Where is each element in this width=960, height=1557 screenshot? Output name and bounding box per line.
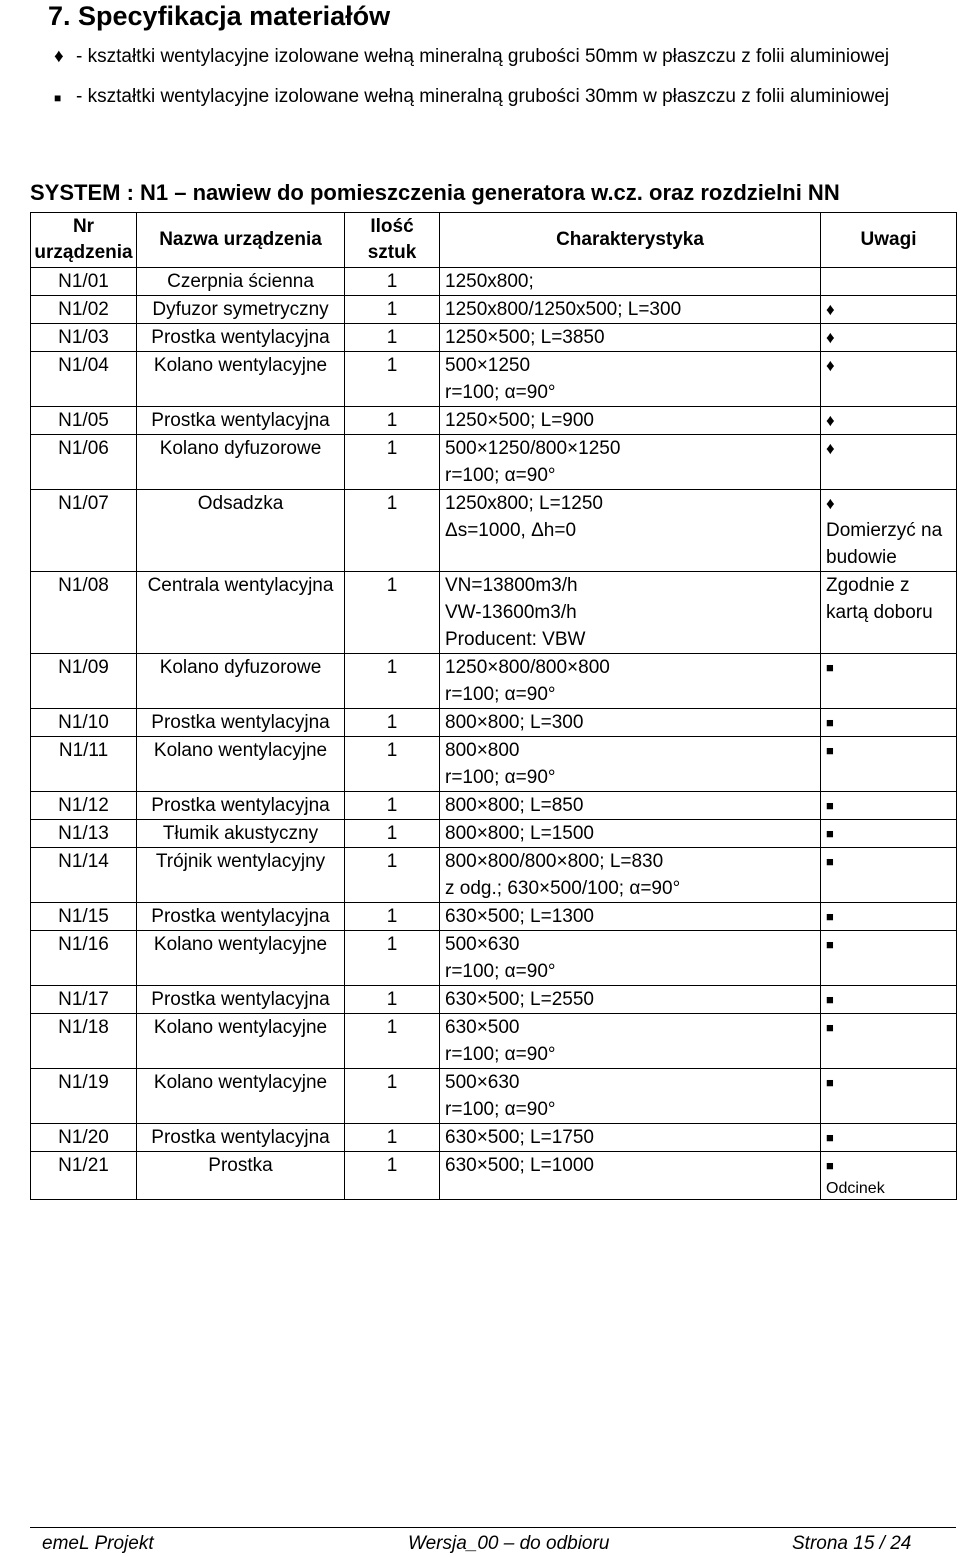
table-row (31, 986, 957, 1014)
table-row (31, 490, 957, 572)
table-row (31, 572, 957, 654)
cell-spec: 800×800/800×800; L=830 z odg.; 630×500/100; α=90° (440, 848, 821, 903)
cell-notes (821, 1014, 957, 1069)
cell-qty: 1 (345, 1124, 440, 1152)
table-row (31, 1069, 957, 1124)
cell-nr: N1/18 (31, 1014, 137, 1069)
diamond-icon: ♦ (826, 439, 835, 458)
cell-notes (821, 820, 957, 848)
square-icon: ■ (826, 854, 834, 869)
table-row (31, 1124, 957, 1152)
cell-nr: N1/15 (31, 903, 137, 931)
note-text: Domierzyć na budowie (826, 520, 943, 568)
table-row (31, 737, 957, 792)
cell-spec: 630×500 r=100; α=90° (440, 1014, 821, 1069)
square-icon: ■ (826, 715, 834, 730)
cell-nr: N1/20 (31, 1124, 137, 1152)
header-qty: Ilość sztuk (345, 213, 440, 268)
diamond-icon: ♦ (54, 46, 64, 67)
footer-right: Strona 15 / 24 (792, 1533, 912, 1554)
table-row (31, 435, 957, 490)
cell-spec: 630×500; L=1750 (440, 1124, 821, 1152)
cell-spec: 800×800 r=100; α=90° (440, 737, 821, 792)
cell-spec: 1250×500; L=3850 (440, 324, 821, 352)
square-icon: ■ (826, 798, 834, 813)
cell-qty: 1 (345, 1152, 440, 1200)
cell-notes (821, 1152, 957, 1200)
cell-qty: 1 (345, 931, 440, 986)
footer-left: emeL Projekt (42, 1533, 154, 1554)
cell-nr: N1/01 (31, 268, 137, 296)
cell-nr: N1/21 (31, 1152, 137, 1200)
cell-nr: N1/09 (31, 654, 137, 709)
cell-qty: 1 (345, 709, 440, 737)
cell-nr: N1/08 (31, 572, 137, 654)
section-heading: 7. Specyfikacja materiałów (48, 1, 391, 31)
cell-nr: N1/19 (31, 1069, 137, 1124)
cell-qty: 1 (345, 986, 440, 1014)
cell-name: Odsadzka (137, 490, 345, 572)
cell-qty: 1 (345, 1014, 440, 1069)
cell-nr: N1/05 (31, 407, 137, 435)
cell-nr: N1/03 (31, 324, 137, 352)
cell-qty: 1 (345, 352, 440, 407)
cell-name: Centrala wentylacyjna (137, 572, 345, 654)
cell-name: Kolano wentylacyjne (137, 737, 345, 792)
cell-spec: 500×1250/800×1250 r=100; α=90° (440, 435, 821, 490)
cell-name: Prostka wentylacyjna (137, 792, 345, 820)
diamond-icon: ♦ (826, 300, 835, 319)
square-icon: ■ (826, 826, 834, 841)
cell-name: Prostka wentylacyjna (137, 407, 345, 435)
cell-name: Prostka (137, 1152, 345, 1200)
cell-nr: N1/16 (31, 931, 137, 986)
cell-nr: N1/06 (31, 435, 137, 490)
cell-nr: N1/14 (31, 848, 137, 903)
cell-name: Prostka wentylacyjna (137, 903, 345, 931)
table-row (31, 931, 957, 986)
note-text: Zgodnie z kartą doboru (826, 575, 933, 623)
cell-notes (821, 986, 957, 1014)
cell-name: Dyfuzor symetryczny (137, 296, 345, 324)
cell-qty: 1 (345, 572, 440, 654)
square-icon: ■ (826, 660, 834, 675)
diamond-icon: ♦ (826, 494, 835, 513)
table-row (31, 792, 957, 820)
cell-qty: 1 (345, 903, 440, 931)
diamond-icon: ♦ (826, 356, 835, 375)
cell-notes (821, 792, 957, 820)
cell-spec: 1250x800; L=1250 Δs=1000, Δh=0 (440, 490, 821, 572)
cell-qty: 1 (345, 324, 440, 352)
cell-name: Kolano wentylacyjne (137, 1014, 345, 1069)
cell-nr: N1/10 (31, 709, 137, 737)
cell-qty: 1 (345, 1069, 440, 1124)
cell-nr: N1/17 (31, 986, 137, 1014)
cell-notes (821, 848, 957, 903)
cell-qty: 1 (345, 435, 440, 490)
system-title: SYSTEM : N1 – nawiew do pomieszczenia generatora w.cz. oraz rozdzielni NN (30, 180, 840, 205)
footer-rule (30, 1527, 956, 1528)
square-icon: ■ (54, 91, 62, 105)
table-row (31, 820, 957, 848)
cell-spec: VN=13800m3/h VW-13600m3/h Producent: VBW (440, 572, 821, 654)
cell-notes (821, 352, 957, 407)
cell-qty: 1 (345, 737, 440, 792)
table-row (31, 848, 957, 903)
cell-name: Kolano dyfuzorowe (137, 654, 345, 709)
legend-item-square (54, 86, 889, 109)
cell-qty: 1 (345, 490, 440, 572)
cell-notes (821, 324, 957, 352)
cell-nr: N1/11 (31, 737, 137, 792)
square-icon: ■ (826, 743, 834, 758)
table-row (31, 352, 957, 407)
note-text: Odcinek (826, 1180, 885, 1197)
cell-name: Prostka wentylacyjna (137, 324, 345, 352)
cell-spec: 800×800; L=300 (440, 709, 821, 737)
cell-name: Kolano wentylacyjne (137, 931, 345, 986)
cell-notes (821, 490, 957, 572)
cell-notes (821, 435, 957, 490)
table-row (31, 1014, 957, 1069)
cell-spec: 500×630 r=100; α=90° (440, 931, 821, 986)
cell-nr: N1/04 (31, 352, 137, 407)
square-icon: ■ (826, 1075, 834, 1090)
cell-nr: N1/12 (31, 792, 137, 820)
cell-qty: 1 (345, 654, 440, 709)
square-icon: ■ (826, 909, 834, 924)
cell-qty: 1 (345, 848, 440, 903)
cell-notes (821, 1069, 957, 1124)
cell-notes (821, 296, 957, 324)
header-spec: Charakterystyka (440, 213, 821, 268)
cell-spec: 500×1250 r=100; α=90° (440, 352, 821, 407)
cell-name: Kolano wentylacyjne (137, 1069, 345, 1124)
cell-nr: N1/02 (31, 296, 137, 324)
table-row (31, 709, 957, 737)
diamond-icon: ♦ (826, 411, 835, 430)
cell-name: Prostka wentylacyjna (137, 709, 345, 737)
cell-qty: 1 (345, 820, 440, 848)
cell-qty: 1 (345, 792, 440, 820)
square-icon: ■ (826, 992, 834, 1007)
cell-name: Czerpnia ścienna (137, 268, 345, 296)
table-row (31, 296, 957, 324)
cell-name: Prostka wentylacyjna (137, 986, 345, 1014)
square-icon: ■ (826, 1158, 834, 1173)
header-name: Nazwa urządzenia (137, 213, 345, 268)
cell-spec: 630×500; L=2550 (440, 986, 821, 1014)
cell-spec: 1250x800/1250x500; L=300 (440, 296, 821, 324)
cell-notes (821, 1124, 957, 1152)
table-row (31, 407, 957, 435)
cell-qty: 1 (345, 296, 440, 324)
footer-center: Wersja_00 – do odbioru (408, 1533, 610, 1554)
table-row (31, 1152, 957, 1200)
cell-spec: 1250×800/800×800 r=100; α=90° (440, 654, 821, 709)
cell-nr: N1/13 (31, 820, 137, 848)
cell-spec: 500×630 r=100; α=90° (440, 1069, 821, 1124)
cell-spec: 630×500; L=1300 (440, 903, 821, 931)
square-icon: ■ (826, 1130, 834, 1145)
cell-name: Kolano dyfuzorowe (137, 435, 345, 490)
cell-notes (821, 407, 957, 435)
cell-name: Tłumik akustyczny (137, 820, 345, 848)
table-row (31, 654, 957, 709)
legend-text: - kształtki wentylacyjne izolowane wełną mineralną grubości 50mm w płaszczu z folii aluminiowej (76, 46, 890, 67)
table-header-row (31, 213, 957, 268)
cell-name: Kolano wentylacyjne (137, 352, 345, 407)
legend-text: - kształtki wentylacyjne izolowane wełną mineralną grubości 30mm w płaszczu z folii aluminiowej (76, 86, 890, 107)
table-row (31, 903, 957, 931)
cell-name: Prostka wentylacyjna (137, 1124, 345, 1152)
square-icon: ■ (826, 937, 834, 952)
cell-qty: 1 (345, 268, 440, 296)
cell-spec: 1250x800; (440, 268, 821, 296)
square-icon: ■ (826, 1020, 834, 1035)
cell-notes (821, 654, 957, 709)
cell-notes (821, 737, 957, 792)
table-row (31, 268, 957, 296)
materials-table (30, 212, 957, 1200)
cell-notes (821, 709, 957, 737)
cell-notes (821, 268, 957, 296)
cell-notes (821, 903, 957, 931)
diamond-icon: ♦ (826, 328, 835, 347)
cell-nr: N1/07 (31, 490, 137, 572)
cell-name: Trójnik wentylacyjny (137, 848, 345, 903)
cell-spec: 630×500; L=1000 (440, 1152, 821, 1200)
legend-item-diamond (54, 46, 889, 68)
cell-spec: 1250×500; L=900 (440, 407, 821, 435)
header-notes: Uwagi (821, 213, 957, 268)
table-row (31, 324, 957, 352)
cell-notes (821, 931, 957, 986)
header-nr: Nr urządzenia (31, 213, 137, 268)
cell-qty: 1 (345, 407, 440, 435)
cell-spec: 800×800; L=850 (440, 792, 821, 820)
cell-notes (821, 572, 957, 654)
cell-spec: 800×800; L=1500 (440, 820, 821, 848)
